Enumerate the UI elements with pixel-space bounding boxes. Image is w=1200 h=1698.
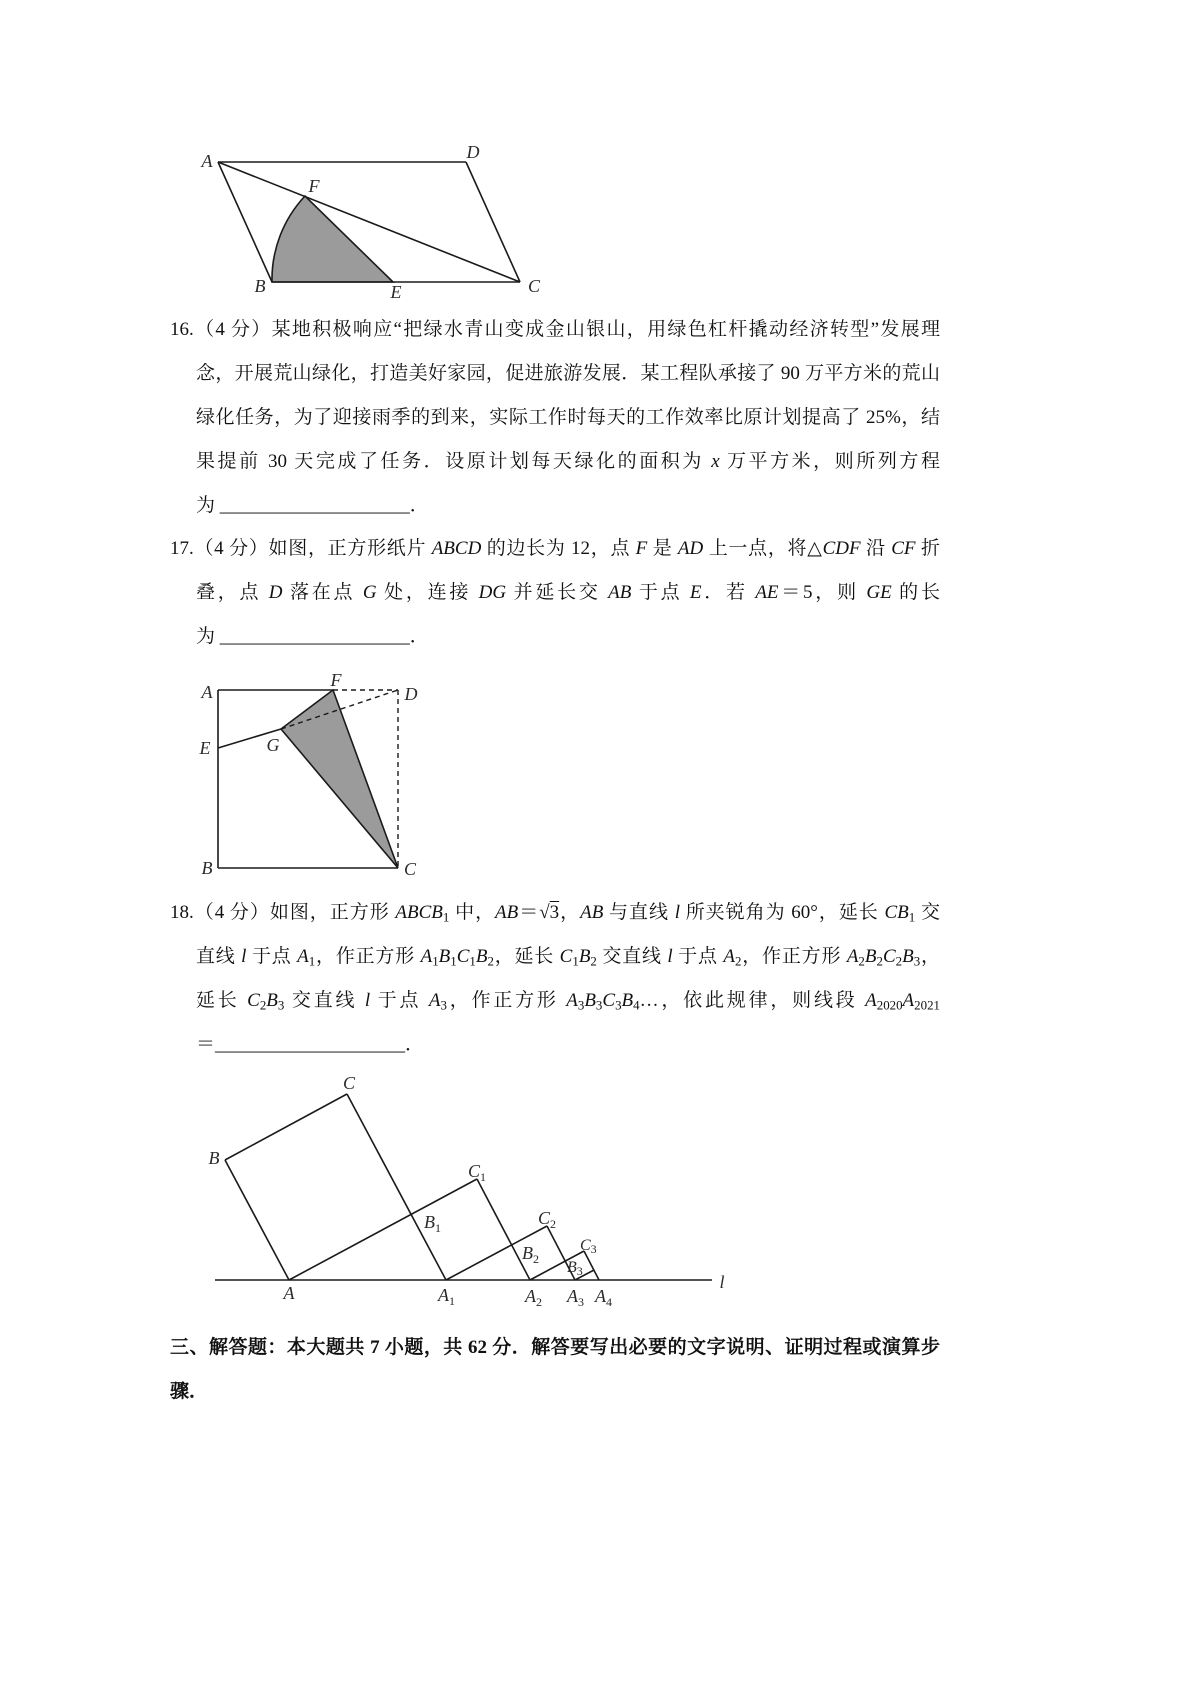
- figure-3-square-chain: [200, 1066, 740, 1311]
- text-segment: 交: [915, 902, 940, 923]
- q16-line-4: [196, 440, 940, 484]
- subscript: 1: [469, 953, 476, 969]
- question-16: [170, 308, 940, 528]
- math-variable: A: [865, 990, 877, 1011]
- shaded-triangle-fgc: [281, 690, 398, 868]
- math-variable: C: [602, 990, 616, 1011]
- text-segment: …，依此规律，则线段: [639, 990, 866, 1011]
- subscript: 1: [308, 953, 316, 969]
- math-variable: CB: [884, 902, 909, 923]
- subscript: 3: [615, 997, 622, 1013]
- math-variable: DG: [478, 582, 507, 603]
- text-segment: ＝√: [518, 902, 550, 923]
- subscript: 3: [595, 997, 603, 1013]
- q17-answer-blank: [196, 615, 940, 659]
- math-variable: l: [674, 902, 680, 923]
- point-label-e: E: [390, 282, 402, 302]
- point-label-a: A: [201, 151, 213, 171]
- text-segment: 交直线: [596, 946, 668, 967]
- subscript: 1: [450, 953, 457, 969]
- math-variable: D: [268, 582, 283, 603]
- subscript: 2: [858, 953, 865, 969]
- subscript: 2: [590, 953, 597, 969]
- text-segment: ，作正方形: [315, 946, 421, 967]
- text-segment: 念，开展荒山绿化，打造美好家园，促进旅游发展．某工程队承接了 90 万平方米的荒山: [196, 363, 940, 384]
- math-variable: B: [864, 946, 877, 967]
- math-variable: AB: [608, 582, 632, 603]
- point-label-e: E: [199, 738, 211, 758]
- question-18: [170, 891, 940, 1067]
- text-segment: 的长: [891, 582, 940, 603]
- text-segment: ．若: [701, 582, 756, 603]
- point-label-c2: $C_2$: [538, 1208, 557, 1231]
- math-variable: C: [882, 946, 896, 967]
- segment-c1-a2: [477, 1179, 530, 1280]
- text-segment: 中，: [449, 902, 496, 923]
- point-label-g: G: [266, 735, 280, 755]
- subscript: 3: [277, 997, 285, 1013]
- text-segment: ，作正方形: [741, 946, 847, 967]
- math-variable: B: [578, 946, 591, 967]
- q16-line-3: [196, 396, 940, 440]
- text-segment: 并延长交: [506, 582, 609, 603]
- text-segment: 为 ____________________．: [196, 495, 429, 516]
- point-label-a1: $A_1$: [438, 1285, 455, 1308]
- text-segment: 于点: [370, 990, 429, 1011]
- math-variable: CDF: [822, 538, 861, 559]
- section-3-heading: [170, 1326, 940, 1414]
- math-variable: AE: [755, 582, 779, 603]
- math-variable: A: [846, 946, 859, 967]
- text-segment: ＝____________________．: [196, 1034, 425, 1055]
- segment-c-a1: [347, 1094, 446, 1280]
- segment-bc: [225, 1094, 347, 1160]
- text-segment: 交直线: [284, 990, 365, 1011]
- math-variable: CF: [891, 538, 916, 559]
- subscript: 2: [895, 953, 903, 969]
- math-variable: C: [559, 946, 573, 967]
- math-variable: G: [362, 582, 377, 603]
- math-variable: AB: [580, 902, 604, 923]
- point-label-a: A: [201, 682, 213, 702]
- subscript: 3: [577, 997, 585, 1013]
- text-segment: 果提前 30 天完成了任务．设原计划每天绿化的面积为: [196, 451, 712, 472]
- point-label-a2: $A_2$: [525, 1286, 542, 1309]
- subscript: 1: [908, 909, 916, 925]
- math-variable: l: [364, 990, 371, 1011]
- point-label-b1: $B_1$: [424, 1212, 441, 1235]
- math-variable: B: [584, 990, 596, 1011]
- math-variable: ABCB: [395, 902, 443, 923]
- math-variable: B: [902, 946, 914, 967]
- q17-line-1: [170, 527, 940, 571]
- math-variable: B: [621, 990, 634, 1011]
- point-label-b3: B3: [567, 1259, 583, 1278]
- text-segment: 落在点: [282, 582, 363, 603]
- text-segment: 18.（4 分）如图，正方形: [170, 902, 396, 923]
- point-label-b: B: [208, 1148, 220, 1168]
- text-segment: 处，连接: [376, 582, 479, 603]
- point-label-c3: C3: [580, 1237, 597, 1256]
- text-segment: 沿: [860, 538, 892, 559]
- figure-1-parallelogram: [190, 138, 560, 308]
- text-segment: 万平方米，则所列方程: [719, 451, 940, 472]
- text-segment: 上一点，将△: [703, 538, 823, 559]
- subscript: 1: [572, 953, 579, 969]
- subscript: 4: [633, 997, 640, 1013]
- math-variable: l: [241, 946, 247, 967]
- q18-answer-blank: [196, 1023, 940, 1067]
- point-label-c: C: [342, 1073, 356, 1093]
- math-variable: ABCD: [431, 538, 482, 559]
- math-variable: C: [456, 946, 470, 967]
- q18-line-3: [196, 979, 940, 1023]
- point-label-b2: $B_2$: [522, 1243, 539, 1266]
- math-variable: C: [247, 990, 260, 1011]
- text-segment: 绿化任务，为了迎接雨季的到来，实际工作时每天的工作效率比原计划提高了 25%，结: [196, 407, 940, 428]
- math-variable: A: [723, 946, 735, 967]
- text-segment: ，作正方形: [446, 990, 567, 1011]
- text-segment: ，: [559, 902, 581, 923]
- text-segment: ＝5，则: [778, 582, 867, 603]
- text-segment: 所夹锐角为 60°，延长: [679, 902, 885, 923]
- text-segment: ，: [920, 946, 940, 967]
- point-label-d: D: [404, 684, 418, 704]
- q18-line-1: [170, 891, 940, 935]
- q18-line-2: [196, 935, 940, 979]
- text-segment: 骤．: [170, 1381, 209, 1402]
- math-variable: A: [566, 990, 578, 1011]
- subscript: 2: [487, 953, 494, 969]
- q16-line-1: [170, 308, 940, 352]
- subscript: 3: [913, 953, 921, 969]
- math-variable: AB: [495, 902, 519, 923]
- math-variable: F: [635, 538, 648, 559]
- text-segment: 是: [647, 538, 678, 559]
- point-label-b: B: [201, 858, 213, 878]
- subscript: 3: [440, 997, 447, 1013]
- math-variable: x: [711, 451, 720, 472]
- text-segment: 为 ____________________．: [196, 626, 429, 647]
- subscript: 2: [876, 953, 883, 969]
- q16-answer-blank: [196, 484, 940, 528]
- math-variable: A: [428, 990, 441, 1011]
- math-variable: B: [475, 946, 488, 967]
- segment-ab: [225, 1160, 289, 1280]
- math-variable: B: [266, 990, 278, 1011]
- subscript: 1: [432, 953, 439, 969]
- math-variable: l: [667, 946, 673, 967]
- math-variable: A: [420, 946, 433, 967]
- section-3-line-1: [170, 1326, 940, 1370]
- text-segment: 延长: [196, 990, 248, 1011]
- point-label-a3: $A_3$: [567, 1286, 584, 1309]
- point-label-c1: $C_1$: [468, 1161, 487, 1184]
- text-segment: 3: [549, 902, 560, 923]
- point-label-b: B: [254, 276, 266, 296]
- math-variable: B: [438, 946, 451, 967]
- subscript: 2021: [914, 997, 940, 1013]
- point-label-d: D: [466, 142, 480, 162]
- text-segment: 折: [915, 538, 940, 559]
- subscript: 2020: [876, 997, 903, 1013]
- shaded-sector: [272, 196, 393, 282]
- text-segment: 于点: [246, 946, 298, 967]
- text-segment: 16.（4 分）某地积极响应“把绿水青山变成金山银山，用绿色杠杆撬动经济转型”发展理: [170, 319, 940, 340]
- text-segment: 三、解答题：本大题共 7 小题，共 62 分．解答要写出必要的文字说明、证明过程或演算步: [170, 1337, 940, 1358]
- text-segment: 于点: [672, 946, 724, 967]
- point-label-c: C: [403, 859, 417, 879]
- point-label-a: A: [283, 1283, 295, 1303]
- text-segment: 17.（4 分）如图，正方形纸片: [170, 538, 432, 559]
- text-segment: 的边长为 12，点: [481, 538, 636, 559]
- line-label-l: l: [719, 1272, 725, 1292]
- question-17: [170, 527, 940, 659]
- figure-2-folded-square: [190, 666, 430, 886]
- point-label-c: C: [527, 276, 541, 296]
- segment-a-c1: [289, 1179, 477, 1280]
- math-variable: AD: [677, 538, 704, 559]
- subscript: 2: [259, 997, 267, 1013]
- point-label-f: F: [308, 176, 320, 196]
- subscript: 2: [735, 953, 742, 969]
- math-variable: A: [902, 990, 915, 1011]
- q16-line-2: [196, 352, 940, 396]
- text-segment: 叠，点: [196, 582, 269, 603]
- math-variable: E: [689, 582, 702, 603]
- point-label-f: F: [330, 670, 342, 690]
- subscript: 1: [442, 909, 450, 925]
- text-segment: ，延长: [493, 946, 560, 967]
- point-label-a4: $A_4$: [595, 1286, 612, 1309]
- section-3-line-2: [170, 1370, 940, 1414]
- math-variable: GE: [866, 582, 892, 603]
- q17-line-2: [196, 571, 940, 615]
- text-segment: 于点: [631, 582, 690, 603]
- text-segment: 直线: [196, 946, 242, 967]
- text-segment: 与直线: [603, 902, 675, 923]
- math-variable: A: [297, 946, 309, 967]
